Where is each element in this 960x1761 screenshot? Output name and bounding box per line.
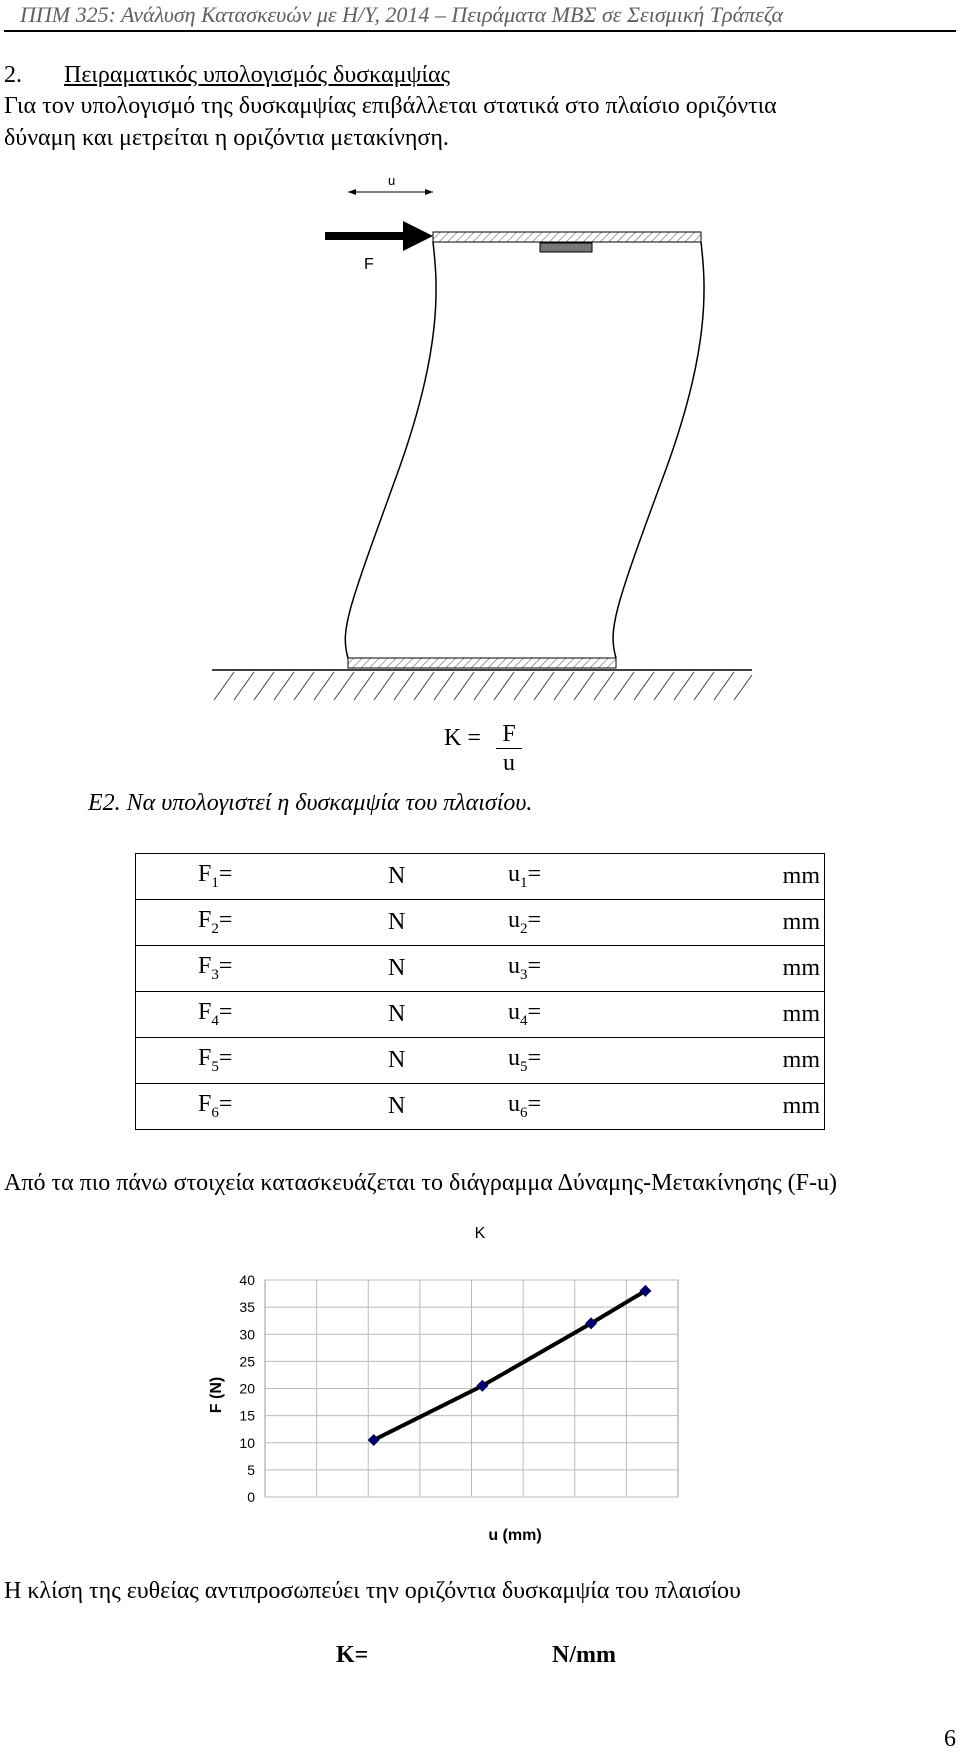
formula-denominator: u (503, 750, 515, 776)
y-tick-label: 30 (239, 1326, 255, 1343)
disp-unit: mm (718, 854, 825, 900)
x-axis-label: u (mm) (488, 1527, 542, 1544)
force-symbol: F (198, 861, 212, 888)
force-unit: N (388, 946, 508, 992)
force-equals: = (218, 1091, 233, 1118)
disp-cell (508, 854, 718, 900)
y-tick-label: 20 (239, 1380, 255, 1397)
force-cell (136, 1084, 389, 1130)
disp-symbol: u (508, 999, 520, 1026)
disp-cell (508, 992, 718, 1038)
disp-index: 2 (520, 920, 528, 937)
force-cell (136, 992, 389, 1038)
formula-numerator: F (496, 720, 522, 749)
disp-equals: = (527, 953, 542, 980)
u-label: u (388, 175, 396, 188)
table-row (136, 1084, 825, 1130)
chart-title: K (474, 1225, 486, 1242)
disp-cell (508, 900, 718, 946)
force-index: 6 (211, 1104, 219, 1121)
force-unit: N (388, 1038, 508, 1084)
disp-unit: mm (718, 900, 825, 946)
table-row (136, 854, 825, 900)
intro-line-2: δύναμη και μετρείται η οριζόντια μετακίνηση. (4, 125, 449, 151)
y-tick-label: 25 (239, 1353, 255, 1370)
force-unit: N (388, 992, 508, 1038)
force-symbol: F (198, 1045, 212, 1072)
force-index: 5 (211, 1058, 219, 1075)
disp-cell (508, 1084, 718, 1130)
result-k-label: K= (336, 1642, 369, 1668)
disp-equals: = (527, 907, 542, 934)
disp-index: 1 (520, 874, 528, 891)
disp-cell (508, 1038, 718, 1084)
displacement-dimension (348, 189, 433, 195)
y-tick-label: 5 (247, 1461, 255, 1478)
left-column (345, 242, 436, 658)
force-index: 4 (211, 1012, 219, 1029)
force-symbol: F (198, 1091, 212, 1118)
force-symbol: F (198, 907, 212, 934)
table-row (136, 1038, 825, 1084)
frame-figure (200, 175, 760, 710)
force-equals: = (218, 907, 233, 934)
table-row (136, 900, 825, 946)
disp-equals: = (527, 861, 542, 888)
slope-explanation: Η κλίση της ευθείας αντιπροσωπεύει την οριζόντια δυσκαμψία του πλαισίου (4, 1578, 741, 1604)
mass-block (540, 243, 592, 252)
section-heading (4, 62, 450, 89)
y-tick-label: 40 (239, 1272, 255, 1288)
disp-index: 5 (520, 1058, 528, 1075)
disp-index: 6 (520, 1104, 528, 1121)
measurement-table (135, 853, 825, 1130)
force-cell (136, 946, 389, 992)
force-cell (136, 854, 389, 900)
running-header: ΠΠΜ 325: Ανάλυση Κατασκευών με Η/Υ, 2014 – Πειράματα ΜΒΣ σε Σεισμική Τράπεζα (20, 2, 784, 27)
force-equals: = (218, 953, 233, 980)
force-symbol: F (198, 953, 212, 980)
header-rule (4, 30, 956, 32)
base-slab (348, 658, 616, 668)
force-symbol: F (198, 999, 212, 1026)
y-tick-label: 15 (239, 1407, 255, 1424)
force-unit: N (388, 900, 508, 946)
force-unit: N (388, 1084, 508, 1130)
force-cell (136, 1038, 389, 1084)
force-cell (136, 900, 389, 946)
exercise-prompt: Ε2. Να υπολογιστεί η δυσκαμψία του πλαισίου. (88, 790, 533, 816)
force-equals: = (218, 999, 233, 1026)
section-number: 2. (4, 62, 22, 88)
force-arrow (325, 221, 433, 251)
disp-symbol: u (508, 1045, 520, 1072)
disp-equals: = (527, 999, 542, 1026)
disp-unit: mm (718, 946, 825, 992)
right-column (613, 242, 704, 658)
force-index: 2 (211, 920, 219, 937)
force-index: 3 (211, 966, 219, 983)
force-index: 1 (211, 874, 219, 891)
f-label: F (364, 256, 374, 273)
disp-equals: = (527, 1045, 542, 1072)
force-equals: = (218, 1045, 233, 1072)
y-tick-label: 35 (239, 1299, 255, 1316)
disp-unit: mm (718, 1084, 825, 1130)
disp-unit: mm (718, 992, 825, 1038)
disp-symbol: u (508, 907, 520, 934)
disp-index: 3 (520, 966, 528, 983)
section-title: Πειραματικός υπολογισμός δυσκαμψίας (64, 62, 451, 88)
disp-unit: mm (718, 1038, 825, 1084)
disp-symbol: u (508, 953, 520, 980)
stiffness-formula-lhs: K = (444, 725, 481, 751)
stiffness-formula-fraction (496, 720, 522, 777)
disp-symbol: u (508, 1091, 520, 1118)
table-row (136, 992, 825, 1038)
top-slab (433, 232, 701, 242)
disp-equals: = (527, 1091, 542, 1118)
force-equals: = (218, 861, 233, 888)
diagram-caption: Από τα πιο πάνω στοιχεία κατασκευάζεται το διάγραμμα Δύναμης-Μετακίνησης (F-u) (4, 1170, 838, 1196)
y-axis-label: F (N) (208, 1376, 225, 1414)
force-displacement-chart (180, 1220, 780, 1550)
disp-index: 4 (520, 1012, 528, 1029)
intro-line-1: Για τον υπολογισμό της δυσκαμψίας επιβάλλεται στατικά στο πλαίσιο οριζόντια (4, 93, 777, 119)
ground-hatching (212, 670, 752, 700)
disp-symbol: u (508, 861, 520, 888)
y-tick-label: 0 (247, 1489, 255, 1505)
disp-cell (508, 946, 718, 992)
result-unit: N/mm (552, 1642, 616, 1668)
table-row (136, 946, 825, 992)
page-number: 6 (944, 1726, 956, 1752)
y-tick-label: 10 (239, 1434, 255, 1451)
force-unit: N (388, 854, 508, 900)
